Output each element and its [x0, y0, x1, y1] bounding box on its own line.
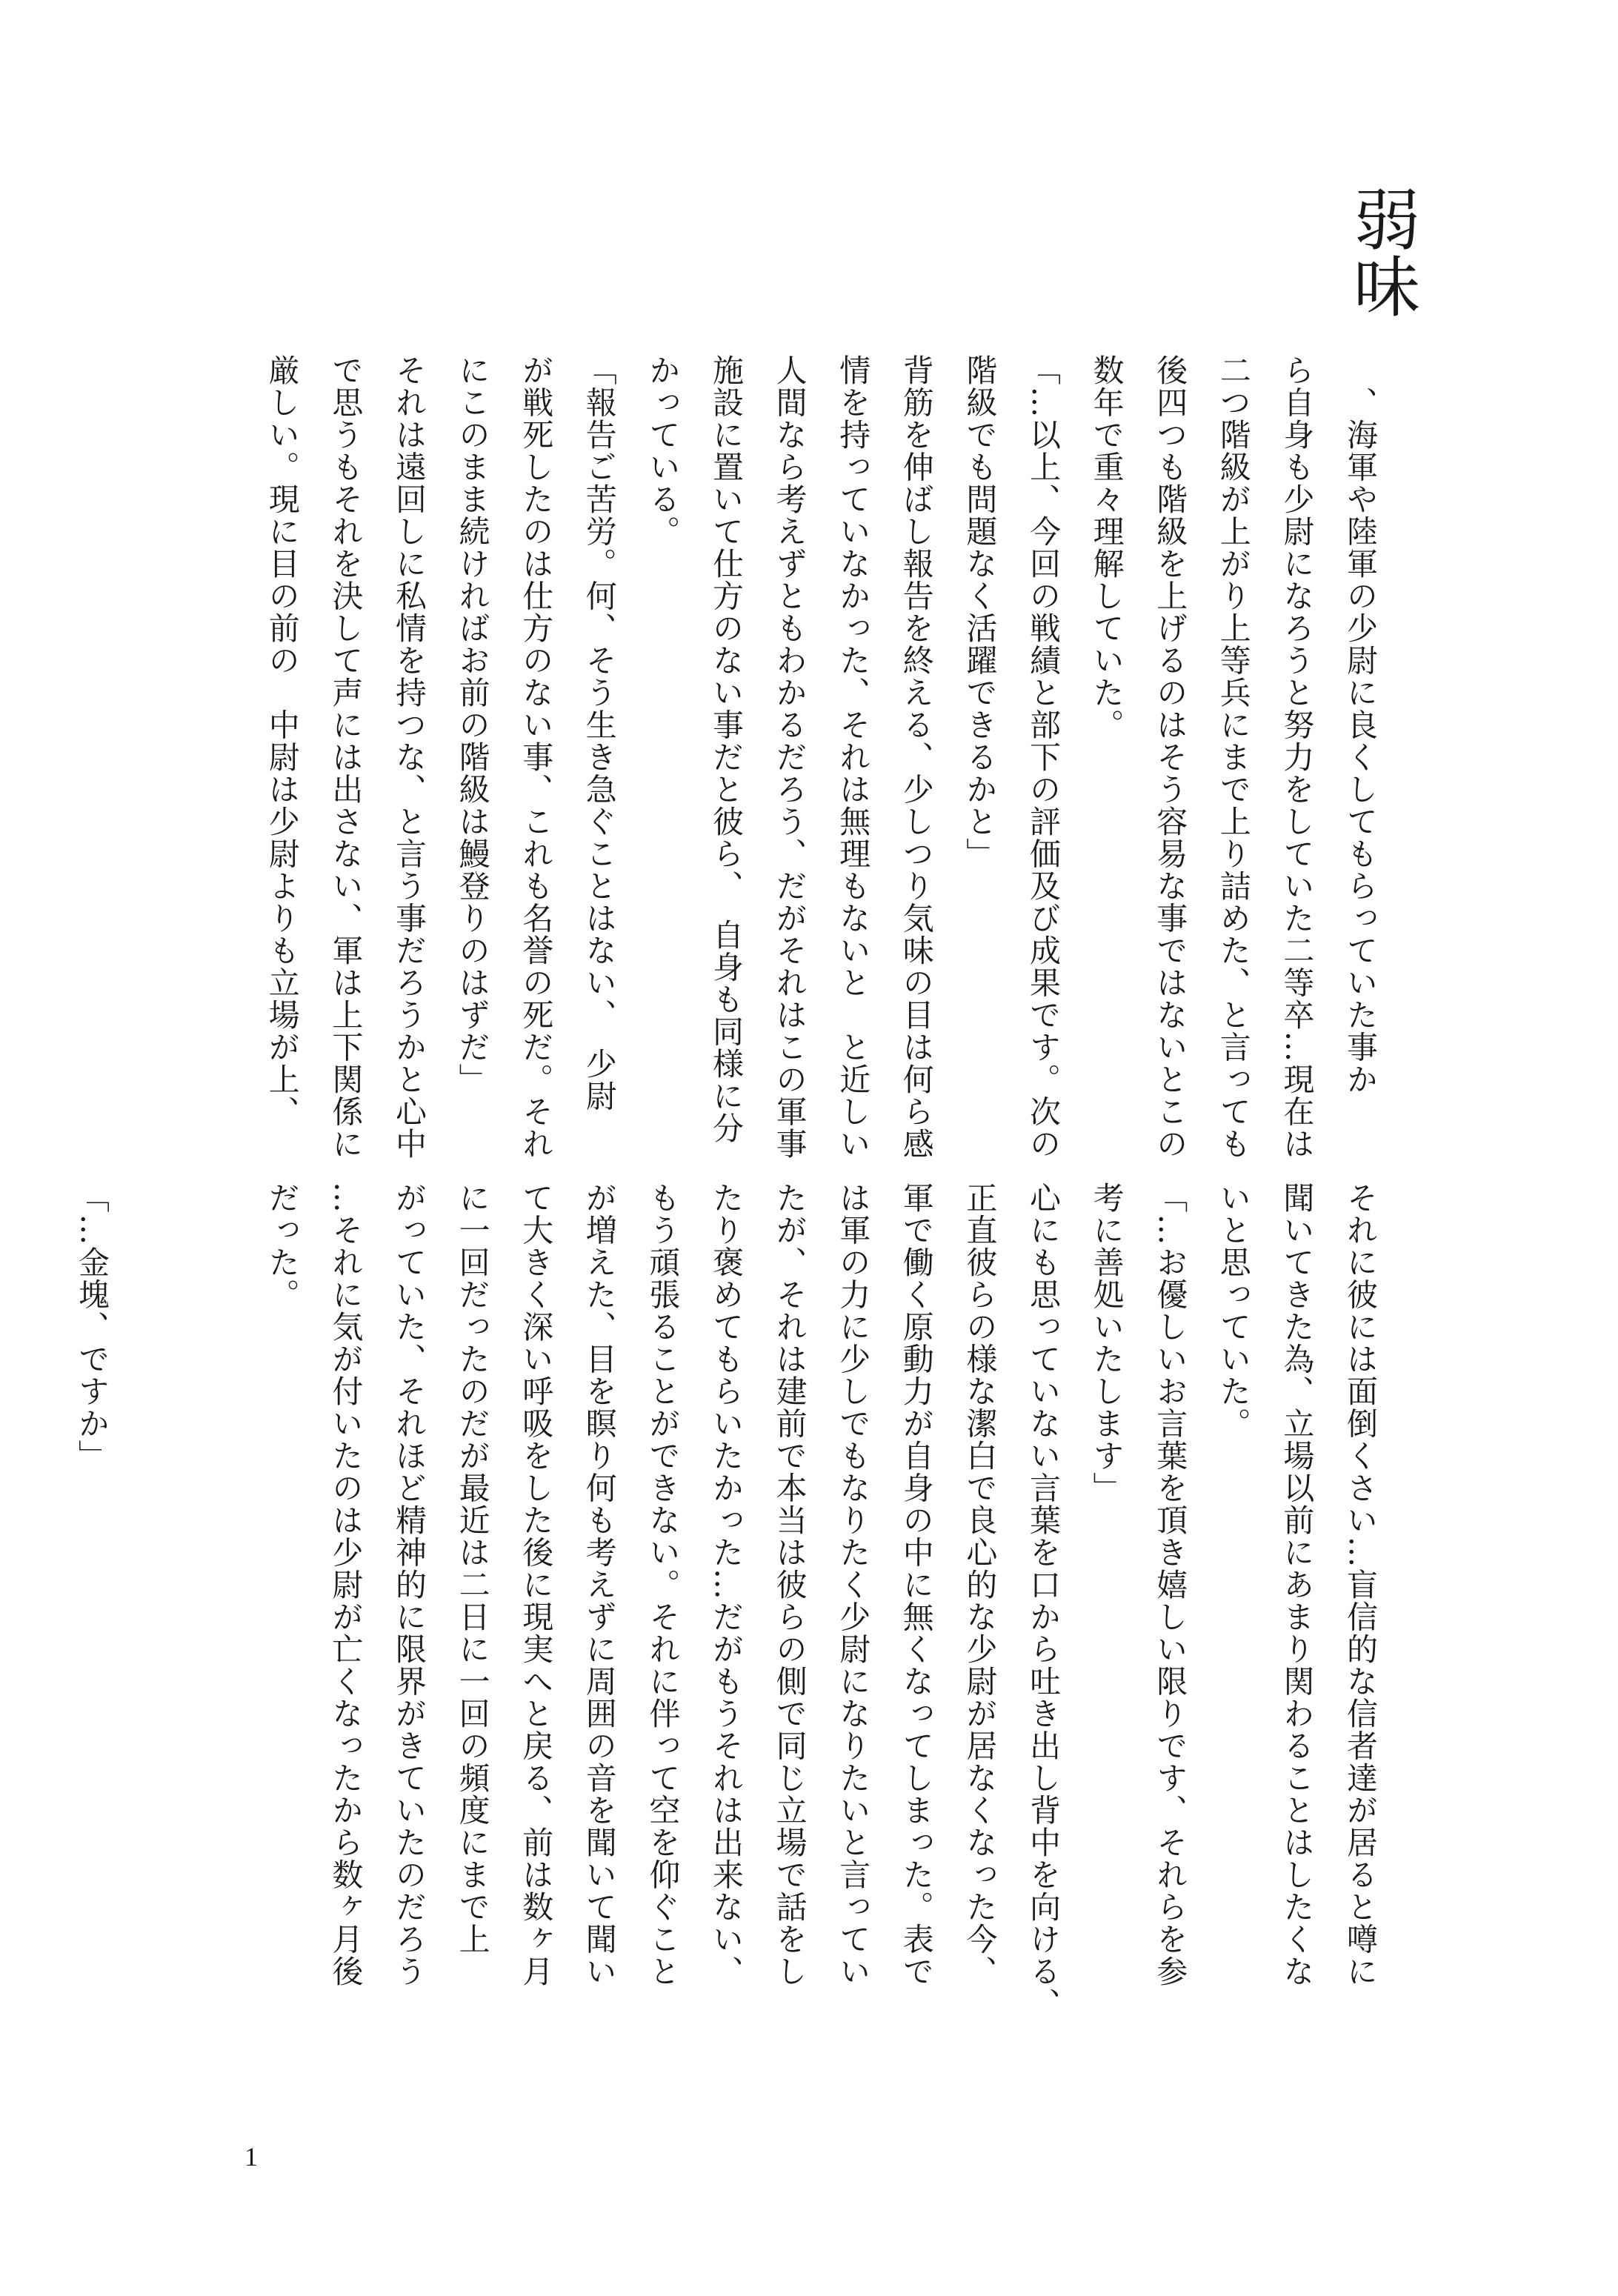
- page-number: 1: [244, 2142, 258, 2172]
- lower-text-column-8: 軍で働く原動力が自身の中に無くなってしまった。表で: [898, 1182, 935, 1988]
- chapter-title: 弱味: [1342, 185, 1419, 319]
- lower-text-column-4: 「…お優しいお言葉を頂き嬉しい限りです、それらを参: [1152, 1182, 1189, 1988]
- upper-text-column-15: にこのまま続ければお前の階級は鰻登りのはずだ」: [454, 354, 491, 1096]
- lower-text-column-21: 「…金塊、ですか」: [74, 1182, 110, 1472]
- lower-text-column-11: たり褒めてもらいたかった…だがもうそれは出来ない、: [708, 1182, 745, 1988]
- lower-text-column-2: 聞いてきた為、立場以前にあまり関わることはしたくな: [1279, 1182, 1316, 1988]
- upper-text-column-5: 数年で重々理解していた。: [1088, 354, 1125, 741]
- upper-text-column-6: 「…以上、今回の戦績と部下の評価及び成果です。次の: [1025, 354, 1062, 1160]
- upper-text-column-8: 背筋を伸ばし報告を終える、少しつり気味の目は何ら感: [898, 354, 935, 1160]
- lower-text-column-18: だった。: [264, 1182, 301, 1311]
- upper-text-column-1: 、海軍や陸軍の少尉に良くしてもらっていた事か: [1342, 354, 1379, 1096]
- upper-text-column-13: 「報告ご苦労。何、そう生き急ぐことはない、 少尉: [581, 354, 618, 1112]
- upper-text-column-16: それは遠回しに私情を持つな、と言う事だろうかと心中: [391, 354, 427, 1160]
- upper-text-column-3: 二つ階級が上がり上等兵にまで上り詰めた、と言っても: [1215, 354, 1252, 1160]
- lower-text-column-14: て大きく深い呼吸をした後に現実へと戻る、前は数ヶ月: [518, 1182, 555, 1988]
- lower-text-column-1: それに彼には面倒くさい…盲信的な信者達が居ると噂に: [1342, 1182, 1379, 1988]
- lower-text-column-6: 心にも思っていない言葉を口から吐き出し背中を向ける、: [1025, 1182, 1062, 2020]
- upper-text-column-12: かっている。: [645, 354, 682, 548]
- upper-text-column-4: 後四つも階級を上げるのはそう容易な事ではないとこの: [1152, 354, 1189, 1160]
- upper-text-column-7: 階級でも問題なく活躍できるかと」: [962, 354, 999, 870]
- lower-text-column-17: …それに気が付いたのは少尉が亡くなったから数ヶ月後: [327, 1182, 364, 1988]
- upper-text-column-10: 人間なら考えずともわかるだろう、だがそれはこの軍事: [771, 354, 808, 1160]
- lower-text-column-10: たが、それは建前で本当は彼らの側で同じ立場で話をし: [771, 1182, 808, 1988]
- lower-text-column-3: いと思っていた。: [1215, 1182, 1252, 1440]
- lower-text-column-9: は軍の力に少しでもなりたく少尉になりたいと言ってい: [835, 1182, 872, 1988]
- lower-text-column-13: が増えた、目を瞑り何も考えずに周囲の音を聞いて聞い: [581, 1182, 618, 1988]
- lower-text-column-15: に一回だったのだが最近は二日に一回の頻度にまで上: [454, 1182, 491, 1955]
- upper-text-column-11: 施設に置いて仕方のない事だと彼ら、 自身も同様に分: [708, 354, 745, 1145]
- upper-text-column-18: 厳しい。現に目の前の 中尉は少尉よりも立場が上、: [264, 354, 301, 1128]
- upper-text-column-14: が戦死したのは仕方のない事、これも名誉の死だ。それ: [518, 354, 555, 1160]
- lower-text-column-12: もう頑張ることができない。それに伴って空を仰ぐこと: [645, 1182, 682, 1988]
- lower-text-column-5: 考に善処いたします」: [1088, 1182, 1125, 1504]
- lower-text-column-16: がっていた、それほど精神的に限界がきていたのだろう: [391, 1182, 427, 1988]
- upper-text-column-2: ら自身も少尉になろうと努力をしていた二等卒…現在は: [1279, 354, 1316, 1160]
- lower-text-column-7: 正直彼らの様な潔白で良心的な少尉が居なくなった今、: [962, 1182, 999, 1988]
- upper-text-column-9: 情を持っていなかった、それは無理もないと と近しい: [835, 354, 872, 1160]
- upper-text-column-17: で思うもそれを決して声には出さない、軍は上下関係に: [327, 354, 364, 1160]
